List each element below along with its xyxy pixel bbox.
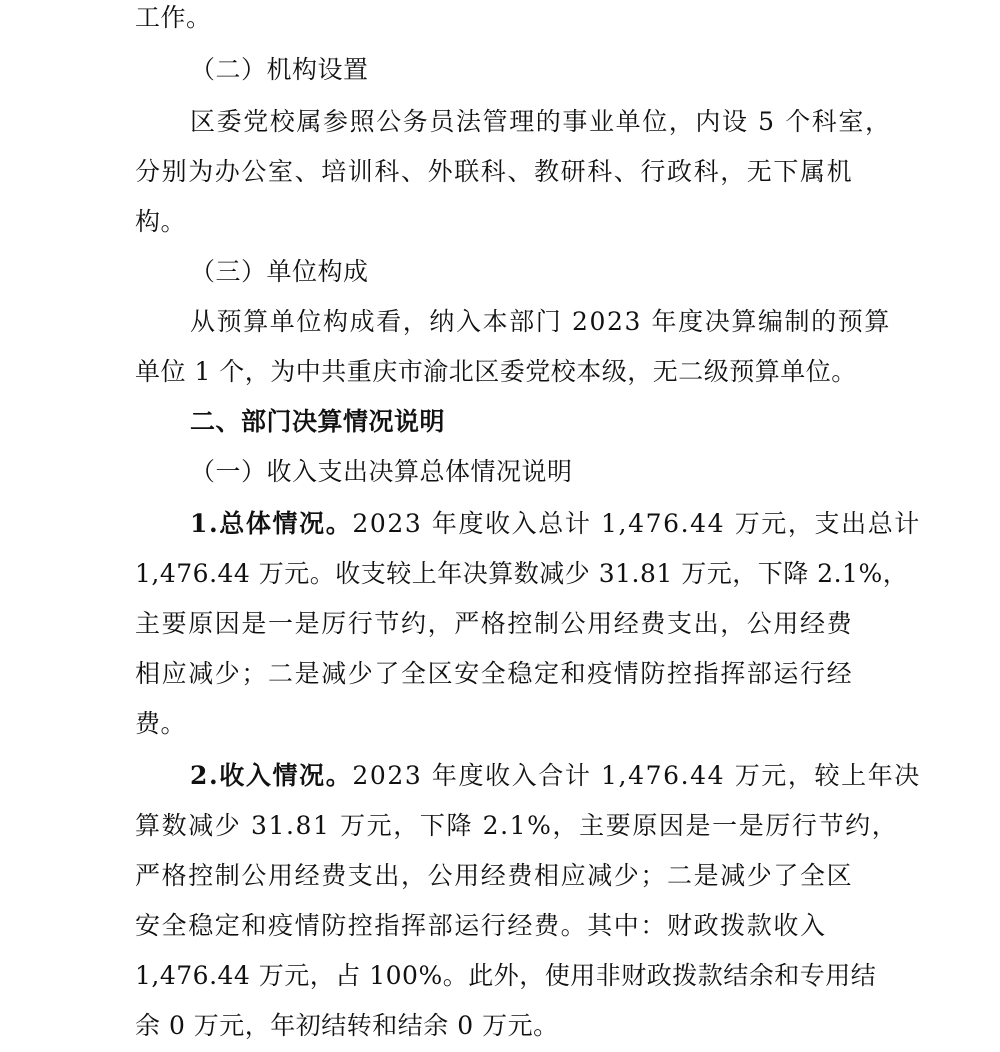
text-line: 算数减少 31.81 万元，下降 2.1%，主要原因是一是厉行节约，: [135, 811, 899, 840]
chapter-heading: 二、部门决算情况说明: [190, 407, 446, 436]
paragraph-income-first-line: [0, 750, 1000, 802]
text-line: 1,476.44 万元。收支较上年决算数减少 31.81 万元，下降 2.1%，: [135, 559, 909, 588]
text-line: 分别为办公室、培训科、外联科、教研科、行政科，无下属机: [135, 157, 854, 186]
section-heading: （二）机构设置: [190, 55, 369, 84]
text-line: 1,476.44 万元，占 100%。此外，使用非财政拨款结余和专用结: [135, 961, 877, 990]
section-heading: （三）单位构成: [190, 257, 369, 286]
text-line: 相应减少；二是减少了全区安全稳定和疫情防控指挥部运行经: [135, 659, 854, 688]
text-line: 构。: [135, 207, 187, 236]
paragraph-overall-first-line: [0, 498, 1000, 550]
income-heading: 2.收入情况。: [190, 761, 353, 790]
section-heading: （一）收入支出决算总体情况说明: [190, 457, 573, 486]
overall-heading: 1.总体情况。: [190, 509, 353, 538]
text-line: 安全稳定和疫情防控指挥部运行经费。其中：财政拨款收入: [135, 911, 827, 940]
text-line: 严格控制公用经费支出，公用经费相应减少；二是减少了全区: [135, 861, 854, 890]
text-line: 余 0 万元，年初结转和结余 0 万元。: [135, 1011, 559, 1040]
text-line: 单位 1 个，为中共重庆市渝北区委党校本级，无二级预算单位。: [135, 357, 857, 386]
text-line: 主要原因是一是厉行节约，严格控制公用经费支出，公用经费: [135, 609, 854, 638]
text-line: 2023 年度收入合计 1,476.44 万元，较上年决: [352, 761, 921, 790]
text-line: 2023 年度收入总计 1,476.44 万元，支出总计: [352, 509, 921, 538]
text-line: 费。: [135, 709, 187, 738]
text-line: 从预算单位构成看，纳入本部门 2023 年度决算编制的预算: [190, 307, 891, 336]
text-line: 工作。: [135, 3, 212, 32]
text-line: 区委党校属参照公务员法管理的事业单位，内设 5 个科室，: [190, 107, 892, 136]
